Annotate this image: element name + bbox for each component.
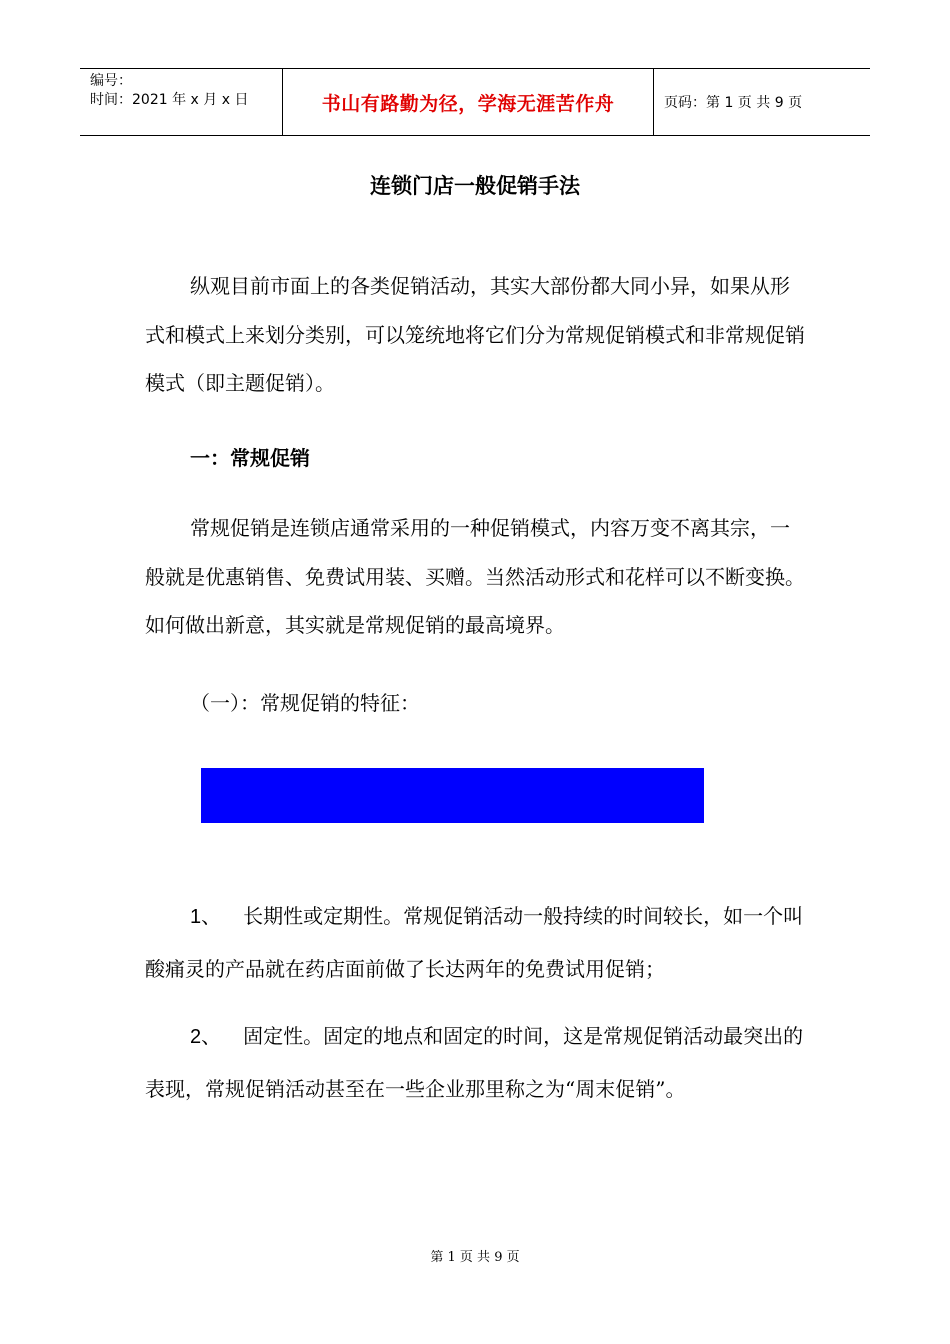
section1-heading: 一：常规促销 [190,446,310,470]
intro-paragraph: 纵观目前市面上的各类促销活动，其实大部份都大同小异，如果从形式和模式上来划分类别，可以笼统地将它们分为常规促销模式和非常规促销模式（即主题促销）。 [145,274,805,395]
date-label: 时间：2021 年 x 月 x 日 [90,92,249,108]
document-title: 连锁门店一般促销手法 [370,173,580,198]
blue-block [201,768,704,823]
list-item-text: 长期性或定期性。常规促销活动一般持续的时间较长，如一个叫酸痛灵的产品就在药店面前做了长达两年的免费试用促销； [145,904,804,981]
list-item-1 [145,890,805,995]
number-label: 编号： [90,73,132,89]
list-item-text: 固定性。固定的地点和固定的时间，这是常规促销活动最突出的表现，常规促销活动甚至在一些企业那里称之为“周末促销”。 [145,1024,804,1101]
header-motto: 书山有路勤为径，学海无涯苦作舟 [282,69,654,135]
list-item-number: 1、 [190,906,222,928]
subsection1-heading: （一）：常规促销的特征： [190,691,420,715]
document-header [80,68,870,136]
section1-body: 常规促销是连锁店通常采用的一种促销模式，内容万变不离其宗，一般就是优惠销售、免费试用装、买赠。当然活动形式和花样可以不断变换。如何做出新意，其实就是常规促销的最高境界。 [145,516,805,637]
header-page-info: 页码：第 1 页 共 9 页 [664,95,803,111]
page-footer: 第 1 页 共 9 页 [430,1250,520,1265]
header-meta [80,69,282,135]
list-item-number: 2、 [190,1026,222,1048]
list-item-2 [145,1010,805,1115]
